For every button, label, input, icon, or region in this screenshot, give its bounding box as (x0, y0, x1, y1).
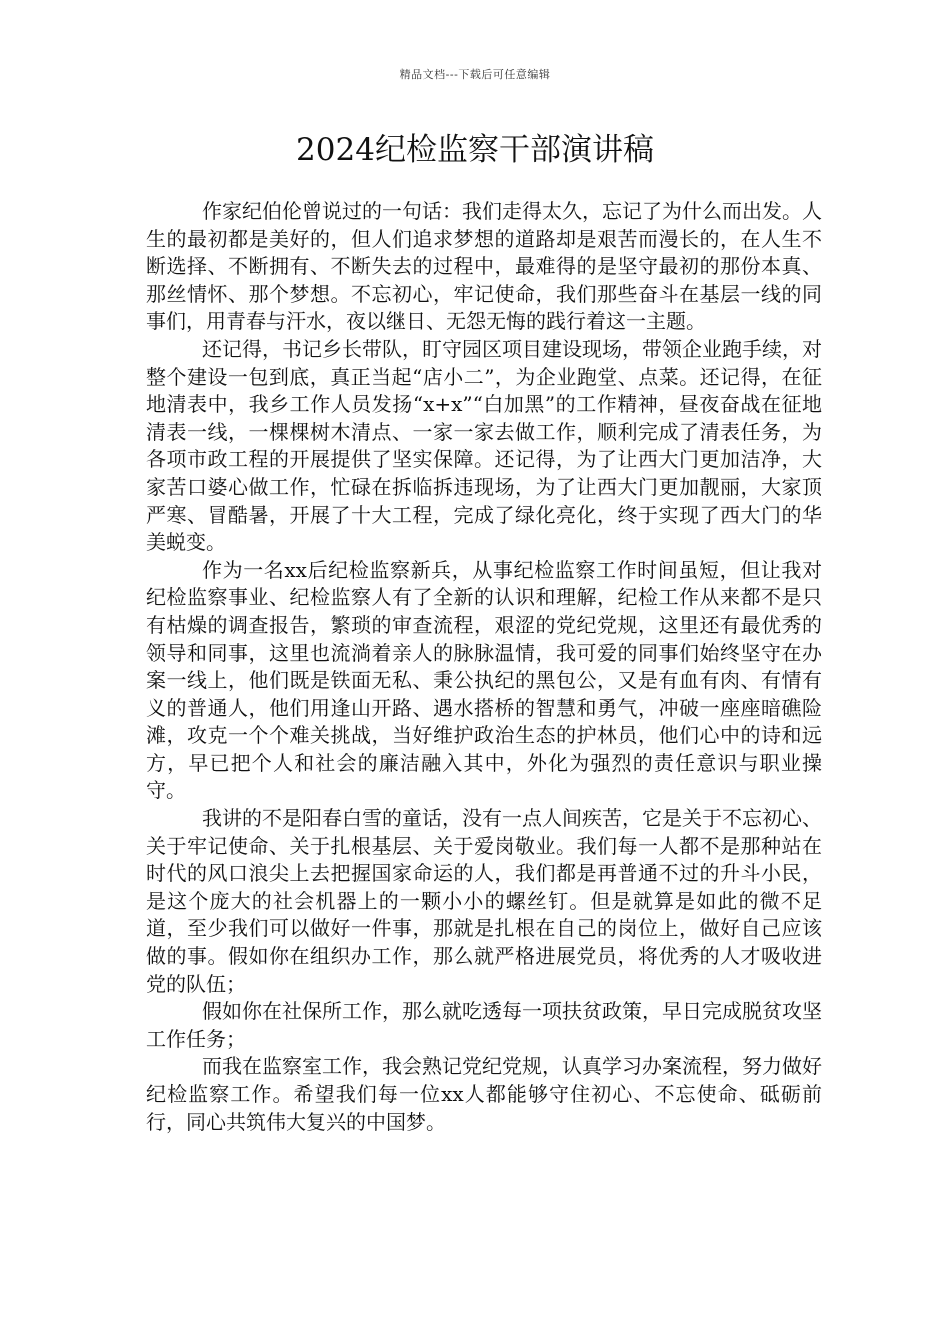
document-body (146, 198, 822, 1136)
document-title: 2024纪检监察干部演讲稿 (296, 132, 654, 168)
paragraph: 作为一名xx后纪检监察新兵，从事纪检监察工作时间虽短，但让我对纪检监察事业、纪检监察人有了全新的认识和理解，纪检工作从来都不是只有枯燥的调查报告，繁琐的审查流程，艰涩的党纪党规，这里还有最优秀的领导和同事，这里也流淌着亲人的脉脉温情，我可爱的同事们始终坚守在办案一线上，他们既是铁面无私、秉公执纪的黑包公，又是有血有肉、有情有义的普通人，他们用逢山开路、遇水搭桥的智慧和勇气，冲破一座座暗礁险滩，攻克一个个难关挑战，当好维护政治生态的护林员，他们心中的诗和远方，早已把个人和社会的廉洁融入其中，外化为强烈的责任意识与职业操守。 (146, 557, 822, 803)
paragraph: 而我在监察室工作，我会熟记党纪党规，认真学习办案流程，努力做好纪检监察工作。希望我们每一位xx人都能够守住初心、不忘使命、砥砺前行，同心共筑伟大复兴的中国梦。 (146, 1054, 822, 1134)
paragraph: 还记得，书记乡长带队，盯守园区项目建设现场，带领企业跑手续，对整个建设一包到底，真正当起“店小二”，为企业跑堂、点菜。还记得，在征地清表中，我乡工作人员发扬“x+x”“白加黑”的工作精神，昼夜奋战在征地清表一线，一棵棵树木清点、一家一家去做工作，顺利完成了清表任务，为各项市政工程的开展提供了坚实保障。还记得，为了让西大门更加洁净，大家苦口婆心做工作，忙碌在拆临拆违现场，为了让西大门更加靓丽，大家顶严寒、冒酷暑，开展了十大工程，完成了绿化亮化，终于实现了西大门的华美蜕变。 (146, 336, 822, 555)
paragraph: 假如你在社保所工作，那么就吃透每一项扶贫政策，早日完成脱贫攻坚工作任务； (146, 999, 822, 1051)
header-note: 精品文档---下载后可任意编辑 (399, 68, 551, 81)
paragraph: 作家纪伯伦曾说过的一句话：我们走得太久，忘记了为什么而出发。人生的最初都是美好的，但人们追求梦想的道路却是艰苦而漫长的，在人生不断选择、不断拥有、不断失去的过程中，最难得的是坚守最初的那份本真、那丝情怀、那个梦想。不忘初心，牢记使命，我们那些奋斗在基层一线的同事们，用青春与汗水，夜以继日、无怨无悔的践行着这一主题。 (146, 199, 822, 334)
paragraph: 我讲的不是阳春白雪的童话，没有一点人间疾苦，它是关于不忘初心、关于牢记使命、关于扎根基层、关于爱岗敬业。我们每一人都不是那种站在时代的风口浪尖上去把握国家命运的人，我们都是再普通不过的升斗小民，是这个庞大的社会机器上的一颗小小的螺丝钉。但是就算是如此的微不足道，至少我们可以做好一件事，那就是扎根在自己的岗位上，做好自己应该做的事。假如你在组织办工作，那么就严格进展党员，将优秀的人才吸收进党的队伍； (146, 806, 822, 996)
